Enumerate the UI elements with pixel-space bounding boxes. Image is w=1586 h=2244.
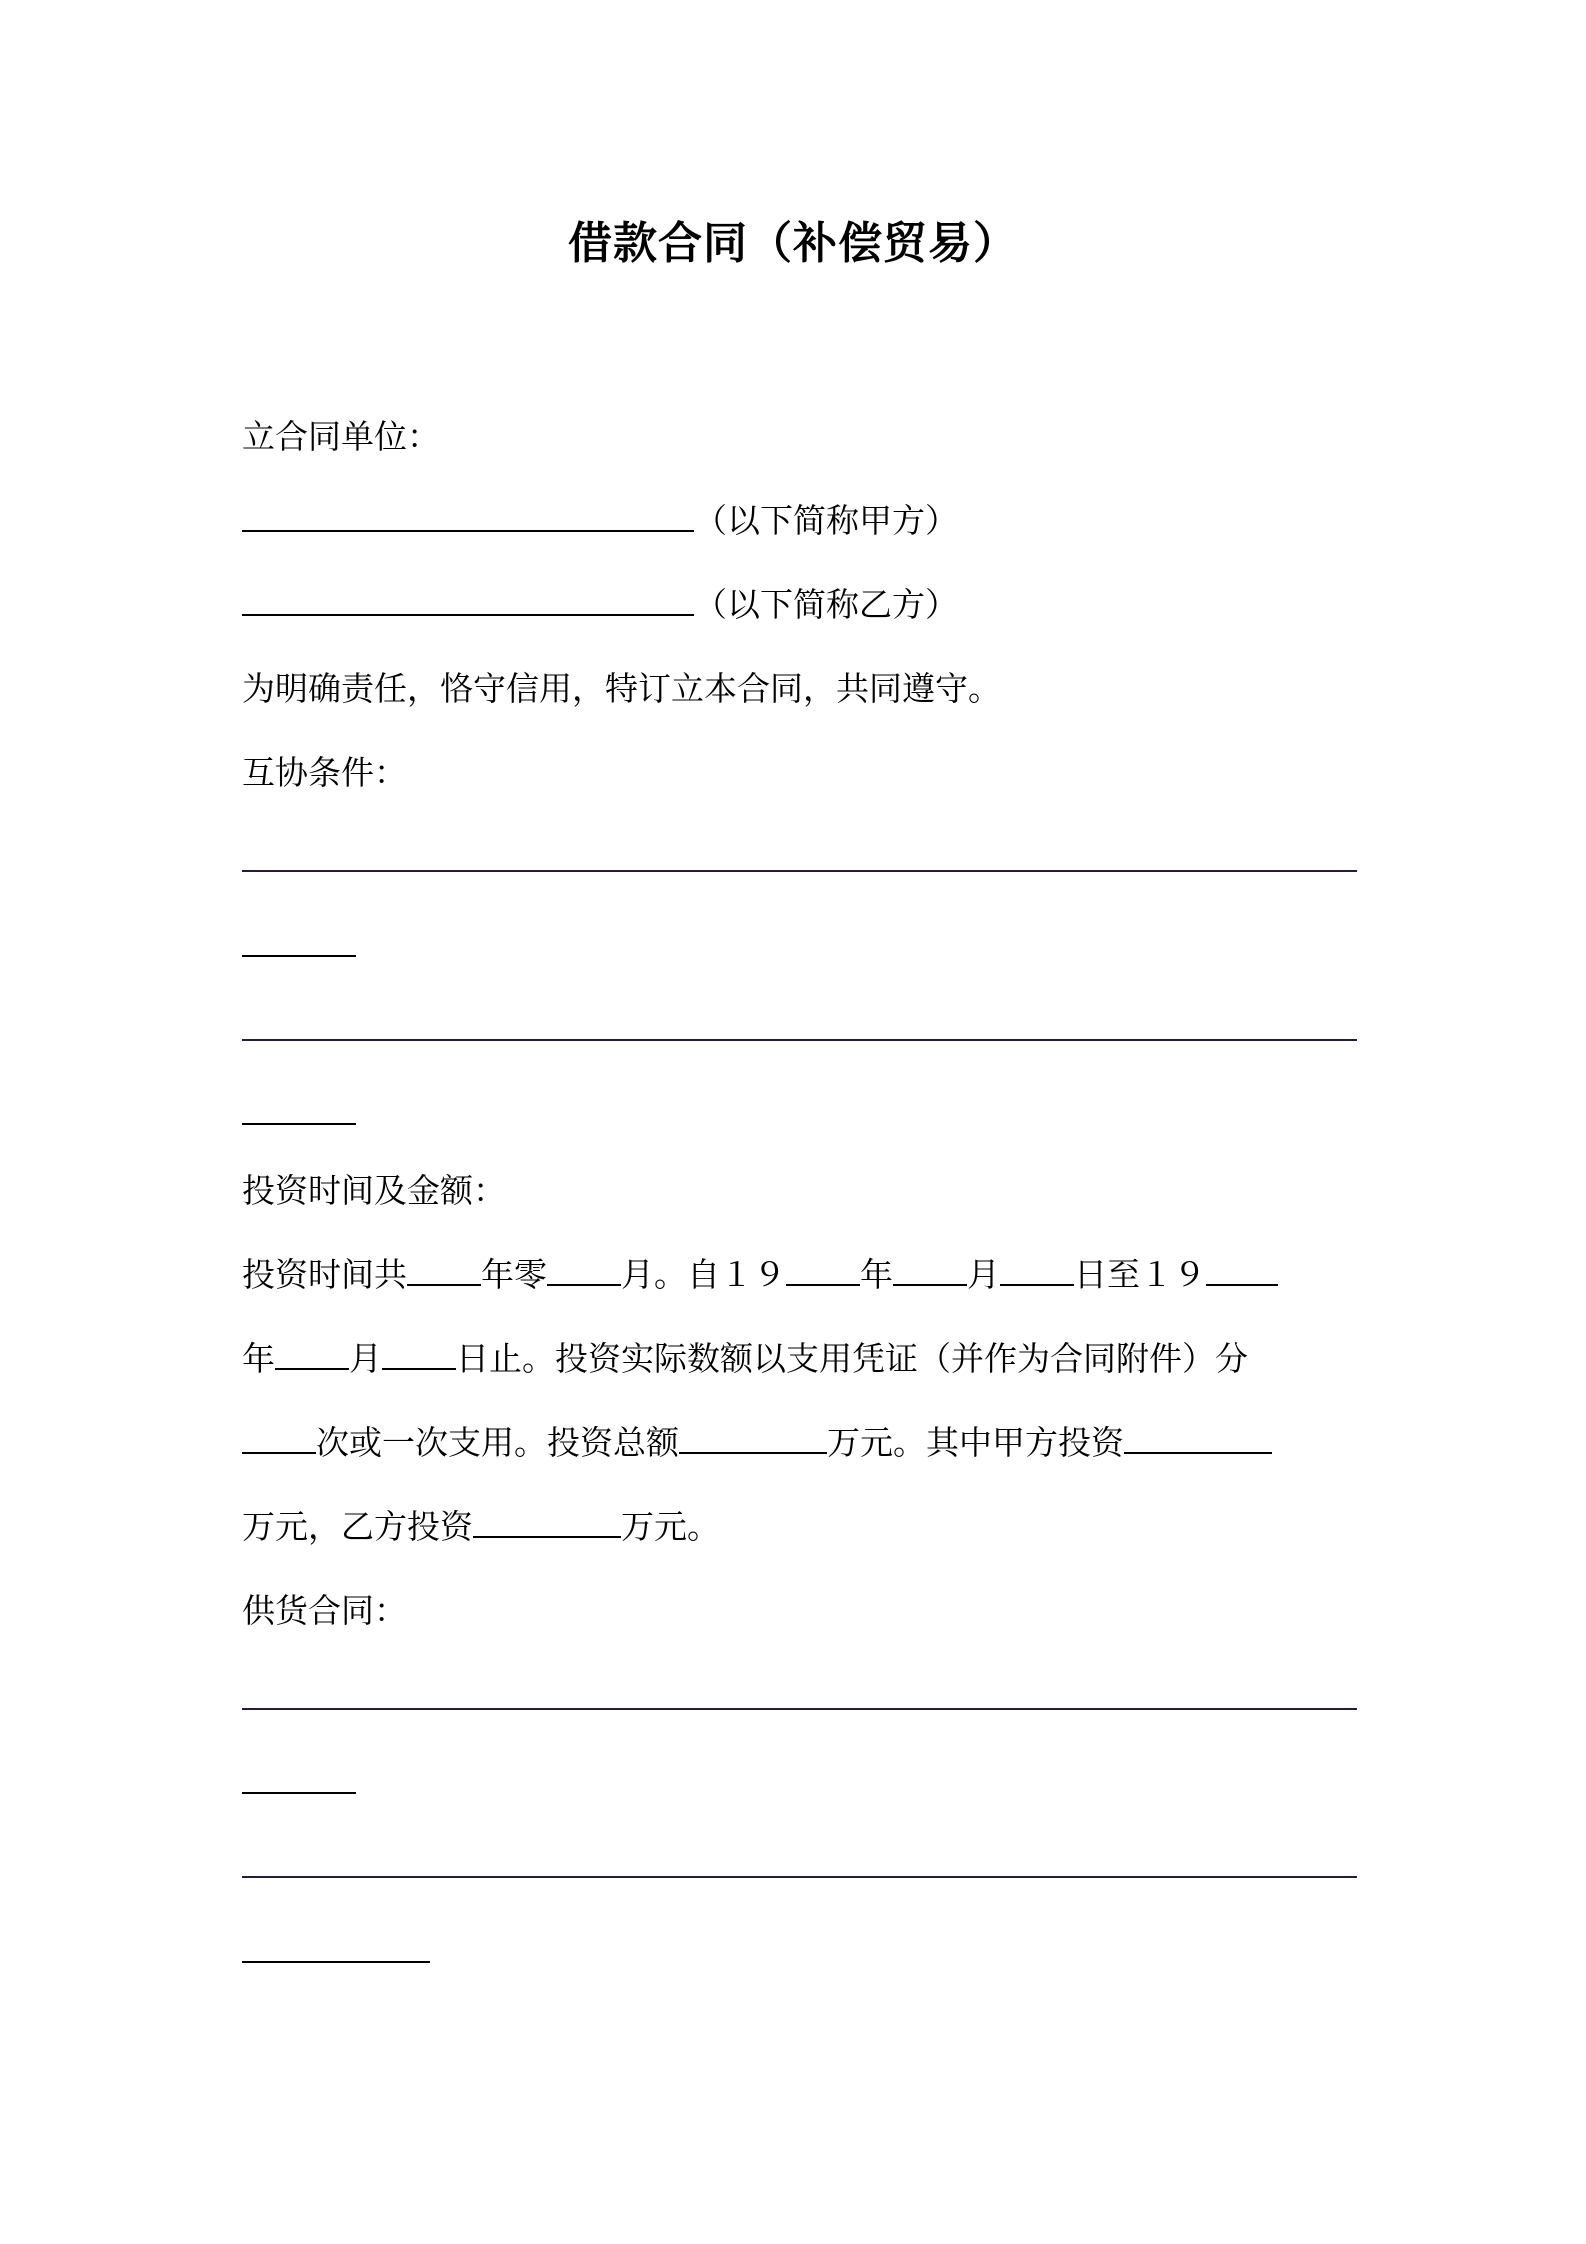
investment-text: 月 (349, 1339, 382, 1378)
investment-text: 次或一次支用。投资总额 (316, 1423, 679, 1462)
investment-text: 年 (242, 1339, 275, 1378)
end-day-blank[interactable] (382, 1338, 456, 1370)
party-a-blank[interactable] (242, 500, 694, 532)
investment-text: 年零 (481, 1255, 547, 1294)
investment-line-3 (242, 1420, 1357, 1466)
supply-blank-line-2[interactable] (242, 1876, 1357, 1878)
conditions-heading: 互协条件： (242, 753, 407, 792)
supply-blank-line-2-end[interactable] (242, 1961, 430, 1963)
investment-text: 万元。 (621, 1507, 720, 1546)
investment-line-4 (242, 1504, 1357, 1550)
preamble: 为明确责任，恪守信用，特订立本合同，共同遵守。 (242, 669, 1001, 708)
party-a-suffix: （以下简称甲方） (694, 501, 958, 540)
supply-heading: 供货合同： (242, 1591, 407, 1630)
investment-text: 日止。投资实际数额以支用凭证（并作为合同附件）分 (456, 1339, 1248, 1378)
investment-text: 投资时间共 (242, 1255, 407, 1294)
supply-blank-line-1-end[interactable] (242, 1792, 356, 1794)
parties-heading: 立合同单位： (242, 417, 440, 456)
investment-heading: 投资时间及金额： (242, 1171, 506, 1210)
years-blank[interactable] (407, 1254, 481, 1286)
document-title: 借款合同（补偿贸易） (568, 218, 1018, 269)
party-a-amount-blank[interactable] (1124, 1422, 1272, 1454)
installments-blank[interactable] (242, 1422, 316, 1454)
party-b-blank[interactable] (242, 584, 694, 616)
start-day-blank[interactable] (1000, 1254, 1074, 1286)
conditions-blank-line-2[interactable] (242, 1039, 1357, 1041)
investment-text: 年 (860, 1255, 893, 1294)
end-month-blank[interactable] (275, 1338, 349, 1370)
supply-blank-line-1[interactable] (242, 1708, 1357, 1710)
party-a-line (242, 498, 1357, 544)
investment-line-1 (242, 1252, 1357, 1298)
investment-text: 日至１９ (1074, 1255, 1206, 1294)
party-b-amount-blank[interactable] (473, 1506, 621, 1538)
months-blank[interactable] (547, 1254, 621, 1286)
party-b-line (242, 582, 1357, 628)
investment-text: 月 (967, 1255, 1000, 1294)
investment-text: 万元。其中甲方投资 (827, 1423, 1124, 1462)
start-month-blank[interactable] (893, 1254, 967, 1286)
end-year-blank[interactable] (1206, 1254, 1278, 1286)
start-year-blank[interactable] (786, 1254, 860, 1286)
conditions-blank-line-2-end[interactable] (242, 1123, 356, 1125)
investment-line-2 (242, 1336, 1357, 1382)
party-b-suffix: （以下简称乙方） (694, 585, 958, 624)
conditions-blank-line-1-end[interactable] (242, 955, 356, 957)
investment-text: 月。自１９ (621, 1255, 786, 1294)
conditions-blank-line-1[interactable] (242, 870, 1357, 872)
total-amount-blank[interactable] (679, 1422, 827, 1454)
investment-text: 万元，乙方投资 (242, 1507, 473, 1546)
